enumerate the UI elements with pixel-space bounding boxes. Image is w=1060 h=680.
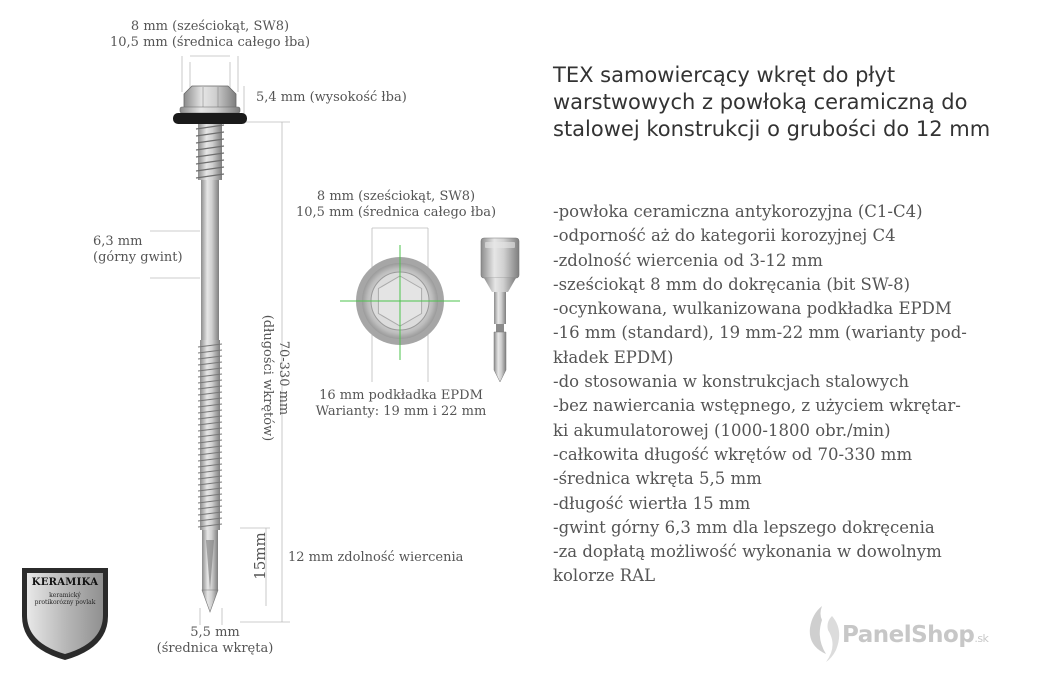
feature-line: -zdolność wiercenia od 3-12 mm	[553, 250, 823, 270]
feature-line: -do stosowania w konstrukcjach stalowych	[553, 372, 909, 392]
feature-line: -ocynkowana, wulkanizowana podkładka EPDM	[553, 299, 952, 319]
feature-line: -za dopłatą możliwość wykonania w dowolnym	[553, 542, 942, 562]
washer-label: 16 mm podkładka EPDM Warianty: 19 mm i 22 mm	[315, 388, 487, 419]
feature-line: -całkowita długość wkrętów od 70-330 mm	[553, 444, 913, 464]
brand-logo[interactable]	[842, 622, 988, 648]
bit-socket	[481, 238, 519, 382]
feature-line: -odporność aż do kategorii korozyjnej C4	[553, 226, 896, 246]
drilling-capacity-label: 12 mm zdolność wiercenia	[288, 550, 464, 565]
smooth-shank	[201, 180, 219, 340]
feature-line: -16 mm (standard), 19 mm-22 mm (warianty pod-	[553, 323, 967, 343]
collar	[180, 107, 240, 113]
upper-thread-label: 6,3 mm (górny gwint)	[93, 234, 183, 265]
top-view-head-label: 8 mm (sześciokąt, SW8) 10,5 mm (średnica całego łba)	[296, 189, 497, 220]
diameter-label: 5,5 mm (średnica wkręta)	[156, 625, 274, 656]
epdm-washer	[173, 113, 247, 124]
feature-line: ki akumulatorowej (1000-1800 obr./min)	[553, 420, 891, 440]
brand-suffix: .sk	[974, 632, 989, 645]
panelshop-flame-icon	[810, 606, 839, 662]
feature-list	[553, 200, 1043, 589]
feature-line: -powłoka ceramiczna antykorozyjna (C1-C4)	[553, 202, 923, 221]
feature-line: kładek EPDM)	[553, 347, 674, 367]
feature-line: -długość wiertła 15 mm	[553, 493, 751, 513]
drill-point	[202, 590, 218, 612]
head-height-label: 5,4 mm (wysokość łba)	[256, 90, 407, 105]
feature-line: -średnica wkręta 5,5 mm	[553, 469, 762, 489]
length-label: 70-330 mm (długości wkrętów)	[260, 314, 291, 442]
feature-line: -sześciokąt 8 mm do dokręcania (bit SW-8)	[553, 274, 911, 294]
feature-line: -gwint górny 6,3 mm dla lepszego dokręcenia	[553, 517, 935, 537]
head-size-label: 8 mm (sześciokąt, SW8) 10,5 mm (średnica całego łba)	[110, 19, 311, 50]
hex-head	[184, 86, 236, 108]
drill-tip-label: 15mm	[251, 532, 269, 580]
screw-top-view	[340, 228, 460, 382]
feature-line: kolorze RAL	[553, 566, 656, 586]
brand-name: PanelShop	[842, 622, 975, 648]
badge-subtitle: keramický protikorózny povlak	[34, 592, 96, 606]
feature-line: -bez nawiercania wstępnego, z użyciem wkrętar-	[553, 396, 961, 416]
badge-title: KERAMIKA	[31, 577, 99, 588]
product-title: TEX samowiercący wkręt do płyt warstwowych z powłoką ceramiczną do stalowej konstrukcji o grubości do 12 mm	[553, 63, 991, 141]
